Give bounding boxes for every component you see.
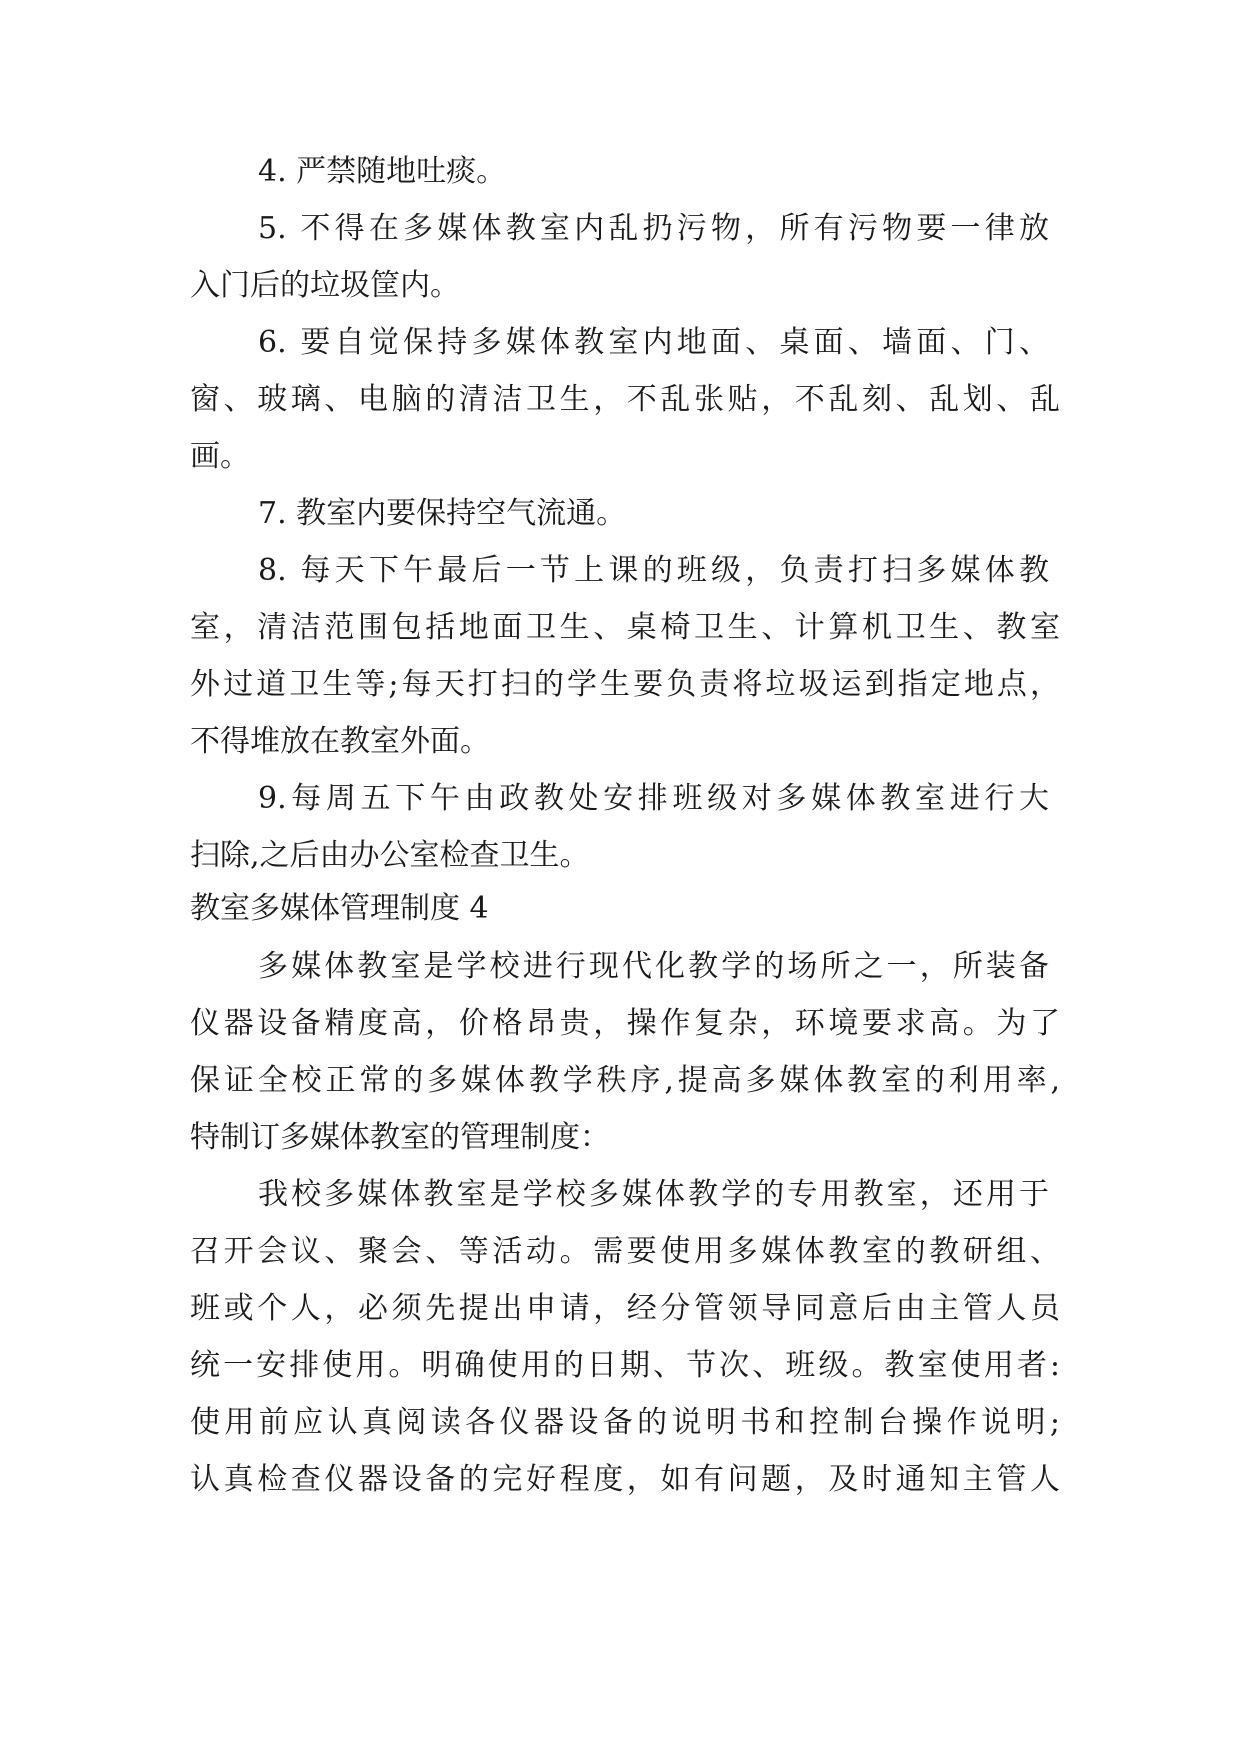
- rule-5-line-2: 入门后的垃圾筐内。: [190, 268, 460, 303]
- body-line-2: 召开会议、聚会、等活动。需要使用多媒体教室的教研组、: [190, 1234, 1060, 1269]
- rule-7-line-1: 7. 教室内要保持空气流通。: [258, 496, 627, 531]
- body-line-4: 统一安排使用。明确使用的日期、节次、班级。教室使用者:: [190, 1348, 1060, 1383]
- section-heading: 教室多媒体管理制度 4: [190, 891, 489, 926]
- intro-line-3: 保证全校正常的多媒体教学秩序,提高多媒体教室的利用率,: [190, 1063, 1060, 1098]
- rule-9-line-2: 扫除,之后由办公室检查卫生。: [190, 838, 590, 873]
- body-line-6: 认真检查仪器设备的完好程度，如有问题，及时通知主管人: [190, 1462, 1060, 1497]
- rule-6-line-2: 窗、玻璃、电脑的清洁卫生，不乱张贴，不乱刻、乱划、乱: [190, 382, 1060, 417]
- rule-8-line-4: 不得堆放在教室外面。: [190, 724, 490, 759]
- body-line-3: 班或个人，必须先提出申请，经分管领导同意后由主管人员: [190, 1291, 1060, 1326]
- body-line-5: 使用前应认真阅读各仪器设备的说明书和控制台操作说明;: [190, 1405, 1060, 1440]
- rule-6-line-3: 画。: [190, 439, 250, 474]
- rule-5-line-1: 5. 不得在多媒体教室内乱扔污物，所有污物要一律放: [258, 211, 1049, 246]
- rule-8-line-1: 8. 每天下午最后一节上课的班级，负责打扫多媒体教: [258, 553, 1049, 588]
- intro-line-4: 特制订多媒体教室的管理制度：: [190, 1120, 610, 1155]
- rule-8-line-3: 外过道卫生等;每天打扫的学生要负责将垃圾运到指定地点，: [190, 667, 1060, 702]
- intro-line-2: 仪器设备精度高，价格昂贵，操作复杂，环境要求高。为了: [190, 1006, 1060, 1041]
- rule-6-line-1: 6. 要自觉保持多媒体教室内地面、桌面、墙面、门、: [258, 325, 1049, 360]
- rule-4-line-1: 4. 严禁随地吐痰。: [258, 154, 507, 189]
- intro-line-1: 多媒体教室是学校进行现代化教学的场所之一，所装备: [258, 949, 1049, 984]
- rule-8-line-2: 室，清洁范围包括地面卫生、桌椅卫生、计算机卫生、教室: [190, 610, 1060, 645]
- body-line-1: 我校多媒体教室是学校多媒体教学的专用教室，还用于: [258, 1177, 1049, 1212]
- rule-9-line-1: 9.每周五下午由政教处安排班级对多媒体教室进行大: [258, 781, 1049, 816]
